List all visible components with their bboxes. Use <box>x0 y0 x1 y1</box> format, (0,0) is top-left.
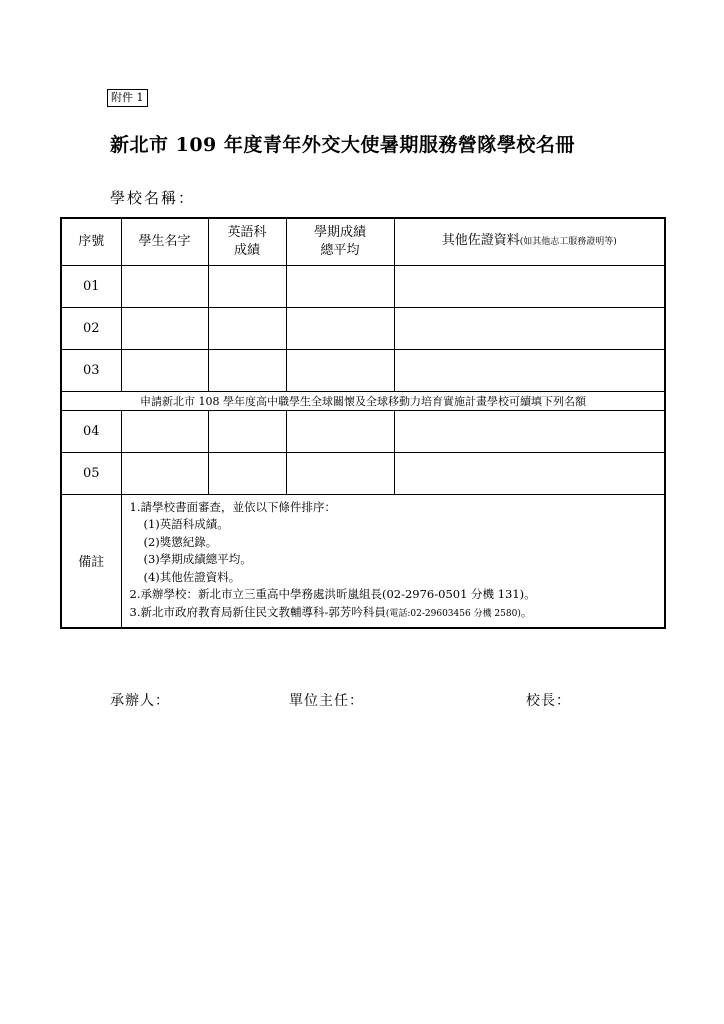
table-row <box>61 349 665 391</box>
english-grade-cell[interactable] <box>208 349 286 391</box>
table-row <box>61 307 665 349</box>
page-title: 新北市 109 年度青年外交大使暑期服務營隊學校名冊 <box>110 134 575 156</box>
remarks-line: (4)其他佐證資料。 <box>143 569 241 584</box>
student-name-cell[interactable] <box>121 265 208 307</box>
header-english-grade-line2: 成績 <box>233 242 260 258</box>
attachment-label: 附件 1 <box>107 89 148 107</box>
table-header-row <box>61 218 665 265</box>
row-index: 02 <box>61 307 121 349</box>
student-roster-table <box>60 217 666 629</box>
school-name-label: 學校名稱： <box>110 189 196 207</box>
english-grade-cell[interactable] <box>208 307 286 349</box>
continuation-note-row <box>61 391 665 410</box>
header-semester-average <box>286 218 394 265</box>
signature-handler: 承辦人： <box>110 693 170 709</box>
other-documents-cell[interactable] <box>394 265 665 307</box>
remarks-line <box>130 604 659 624</box>
continuation-note: 申請新北市 108 學年度高中職學生全球關懷及全球移動力培育實施計畫學校可續填下列名額 <box>61 391 665 410</box>
header-semester-average-line1: 學期成績 <box>313 224 366 240</box>
remarks-line-main: 3.新北市政府教育局新住民文教輔導科-郭芳吟科員 <box>129 604 386 619</box>
signature-principal: 校長： <box>526 693 571 709</box>
row-index: 01 <box>61 265 121 307</box>
table-row <box>61 452 665 494</box>
semester-average-cell[interactable] <box>286 410 394 452</box>
row-index: 05 <box>61 452 121 494</box>
semester-average-cell[interactable] <box>286 349 394 391</box>
student-name-cell[interactable] <box>121 349 208 391</box>
english-grade-cell[interactable] <box>208 452 286 494</box>
header-semester-average-line2: 總平均 <box>320 242 360 258</box>
header-other-documents-label: 其他佐證資料 <box>441 233 520 249</box>
header-other-documents-note: (如其他志工服務證明等) <box>519 237 617 248</box>
signature-unit-head: 單位主任： <box>289 693 364 709</box>
remarks-line: (1)英語科成績。 <box>143 517 229 531</box>
row-index: 03 <box>61 349 121 391</box>
other-documents-cell[interactable] <box>394 349 665 391</box>
other-documents-cell[interactable] <box>394 410 665 452</box>
table-row <box>61 410 665 452</box>
student-name-cell[interactable] <box>121 410 208 452</box>
remarks-line: (3)學期成績總平均。 <box>143 552 252 566</box>
remarks-line: 1.請學校書面審查，並依以下條件排序： <box>129 499 336 514</box>
other-documents-cell[interactable] <box>394 307 665 349</box>
semester-average-cell[interactable] <box>286 452 394 494</box>
student-name-cell[interactable] <box>121 452 208 494</box>
remarks-line-contact-note: (電話:02-29603456 分機 2580) <box>385 608 521 619</box>
english-grade-cell[interactable] <box>208 265 286 307</box>
header-other-documents <box>394 218 665 265</box>
header-seq: 序號 <box>61 218 121 265</box>
header-student-name: 學生名字 <box>121 218 208 265</box>
table-row <box>61 265 665 307</box>
remarks-line-end: 。 <box>520 604 533 619</box>
row-index: 04 <box>61 410 121 452</box>
semester-average-cell[interactable] <box>286 265 394 307</box>
remarks-line: 2.承辦學校：新北市立三重高中學務處洪昕嵐組長(02-2976-0501 分機 131)。 <box>129 587 536 601</box>
remarks-label: 備註 <box>61 494 121 628</box>
remarks-content <box>121 494 665 628</box>
remarks-row <box>61 494 665 628</box>
student-name-cell[interactable] <box>121 307 208 349</box>
other-documents-cell[interactable] <box>394 452 665 494</box>
header-english-grade-line1: 英語科 <box>227 224 267 240</box>
english-grade-cell[interactable] <box>208 410 286 452</box>
remarks-line: (2)獎懲紀錄。 <box>143 534 218 549</box>
header-english-grade <box>208 218 286 265</box>
semester-average-cell[interactable] <box>286 307 394 349</box>
